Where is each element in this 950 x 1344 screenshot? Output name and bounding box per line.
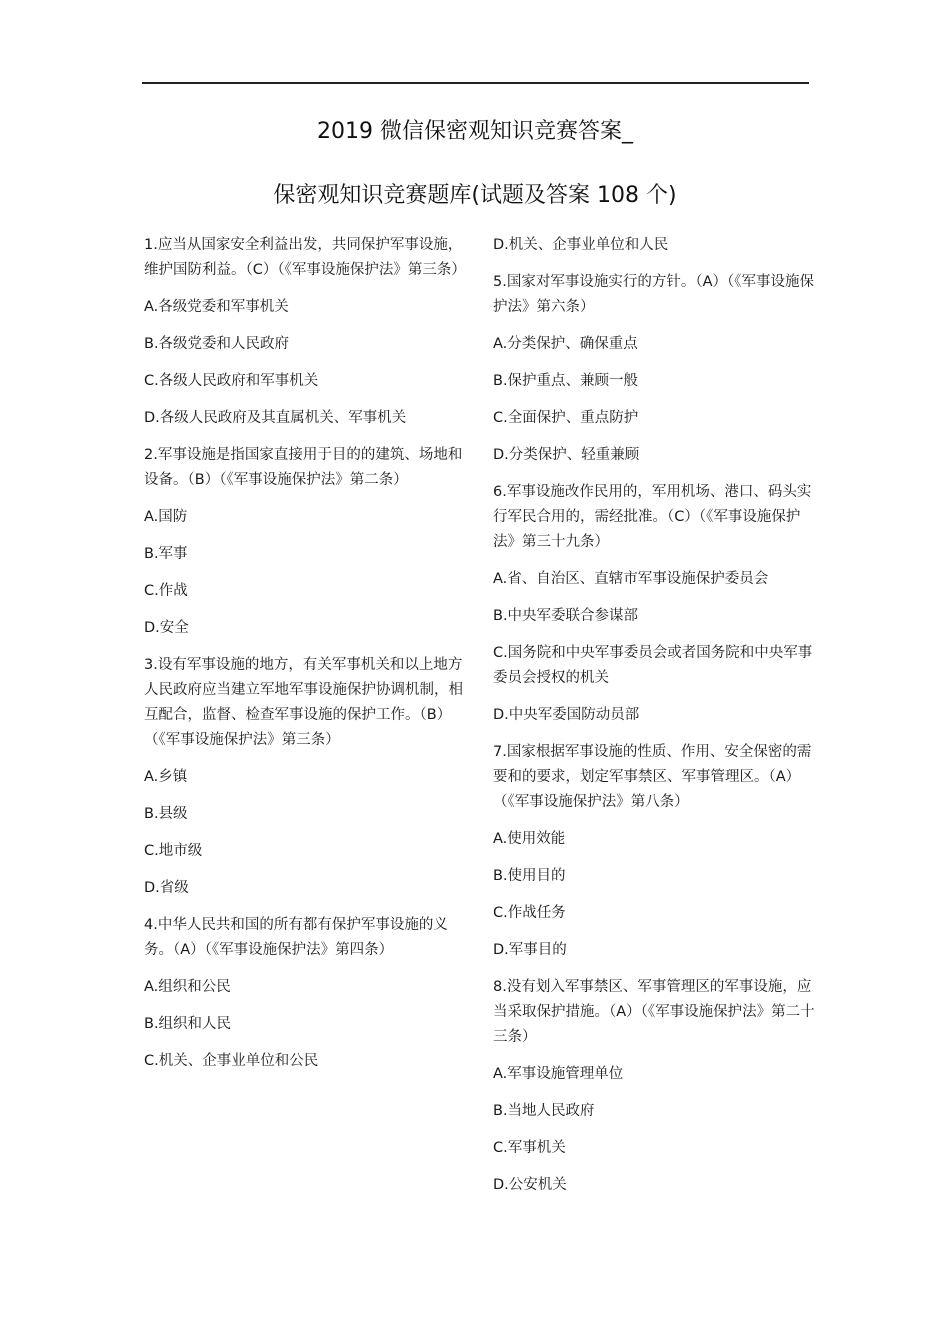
answer-option: D.公安机关 <box>493 1177 567 1193</box>
answer-option: D.省级 <box>144 880 189 896</box>
answer-option: D.分类保护、轻重兼顾 <box>493 447 640 463</box>
answer-option: A.组织和公民 <box>144 979 231 995</box>
header-rule <box>142 82 809 84</box>
answer-option: A.各级党委和军事机关 <box>144 299 289 315</box>
answer-option: C.机关、企事业单位和公民 <box>144 1053 319 1069</box>
answer-option: A.使用效能 <box>493 831 566 847</box>
answer-option: A.军事设施管理单位 <box>493 1066 624 1082</box>
answer-option: B.各级党委和人民政府 <box>144 336 290 352</box>
answer-option: D.中央军委国防动员部 <box>493 707 640 723</box>
answer-option: C.各级人民政府和军事机关 <box>144 373 319 389</box>
answer-option: B.组织和人民 <box>144 1016 232 1032</box>
answer-option: C.全面保护、重点防护 <box>493 410 639 426</box>
answer-option: A.国防 <box>144 509 188 525</box>
question-text: 2.军事设施是指国家直接用于目的的建筑、场地和设备。（B）（《军事设施保护法》第二条） <box>144 447 463 488</box>
answer-option: B.县级 <box>144 806 188 822</box>
answer-option: B.当地人民政府 <box>493 1103 595 1119</box>
answer-option: D.机关、企事业单位和人民 <box>493 237 669 253</box>
answer-option: C.作战任务 <box>493 905 566 921</box>
question-text: C.国务院和中央军事委员会或者国务院和中央军事委员会授权的机关 <box>493 645 813 686</box>
answer-option: D.各级人民政府及其直属机关、军事机关 <box>144 410 407 426</box>
question-text: 8.没有划入军事禁区、军事管理区的军事设施，应当采取保护措施。（A）（《军事设施保护法》第二十三条） <box>493 979 815 1045</box>
answer-option: B.中央军委联合参谋部 <box>493 608 639 624</box>
answer-option: C.军事机关 <box>493 1140 566 1156</box>
question-text: 3.设有军事设施的地方，有关军事机关和以上地方人民政府应当建立军地军事设施保护协调机制，相互配合，监督、检查军事设施的保护工作。（B）（《军事设施保护法》第三条） <box>144 657 463 748</box>
answer-option: A.省、自治区、直辖市军事设施保护委员会 <box>493 571 769 587</box>
left-column <box>144 230 466 1086</box>
answer-option: D.安全 <box>144 620 189 636</box>
question-text: 7.国家根据军事设施的性质、作用、安全保密的需要和的要求，划定军事禁区、军事管理区。（A）（《军事设施保护法》第八条） <box>493 744 812 810</box>
question-text: 4.中华人民共和国的所有都有保护军事设施的义务。（A）（《军事设施保护法》第四条） <box>144 917 448 958</box>
answer-option: C.作战 <box>144 583 188 599</box>
question-text: 6.军事设施改作民用的，军用机场、港口、码头实行军民合用的，需经批准。（C）（《军事设施保护法》第三十九条） <box>493 484 812 550</box>
answer-option: A.分类保护、确保重点 <box>493 336 638 352</box>
document-title: 2019 微信保密观知识竞赛答案_ <box>317 119 633 144</box>
question-text: 5.国家对军事设施实行的方针。（A）（《军事设施保护法》第六条） <box>493 274 815 315</box>
right-column <box>493 230 815 1210</box>
answer-option: C.地市级 <box>144 843 203 859</box>
answer-option: B.保护重点、兼顾一般 <box>493 373 639 389</box>
document-subtitle: 保密观知识竞赛题库(试题及答案 108 个) <box>273 183 677 208</box>
answer-option: B.军事 <box>144 546 188 562</box>
answer-option: B.使用目的 <box>493 868 566 884</box>
answer-option: D.军事目的 <box>493 942 567 958</box>
question-text: 1.应当从国家安全利益出发，共同保护军事设施，维护国防利益。（C）（《军事设施保护法》第三条） <box>144 237 466 278</box>
answer-option: A.乡镇 <box>144 769 188 785</box>
